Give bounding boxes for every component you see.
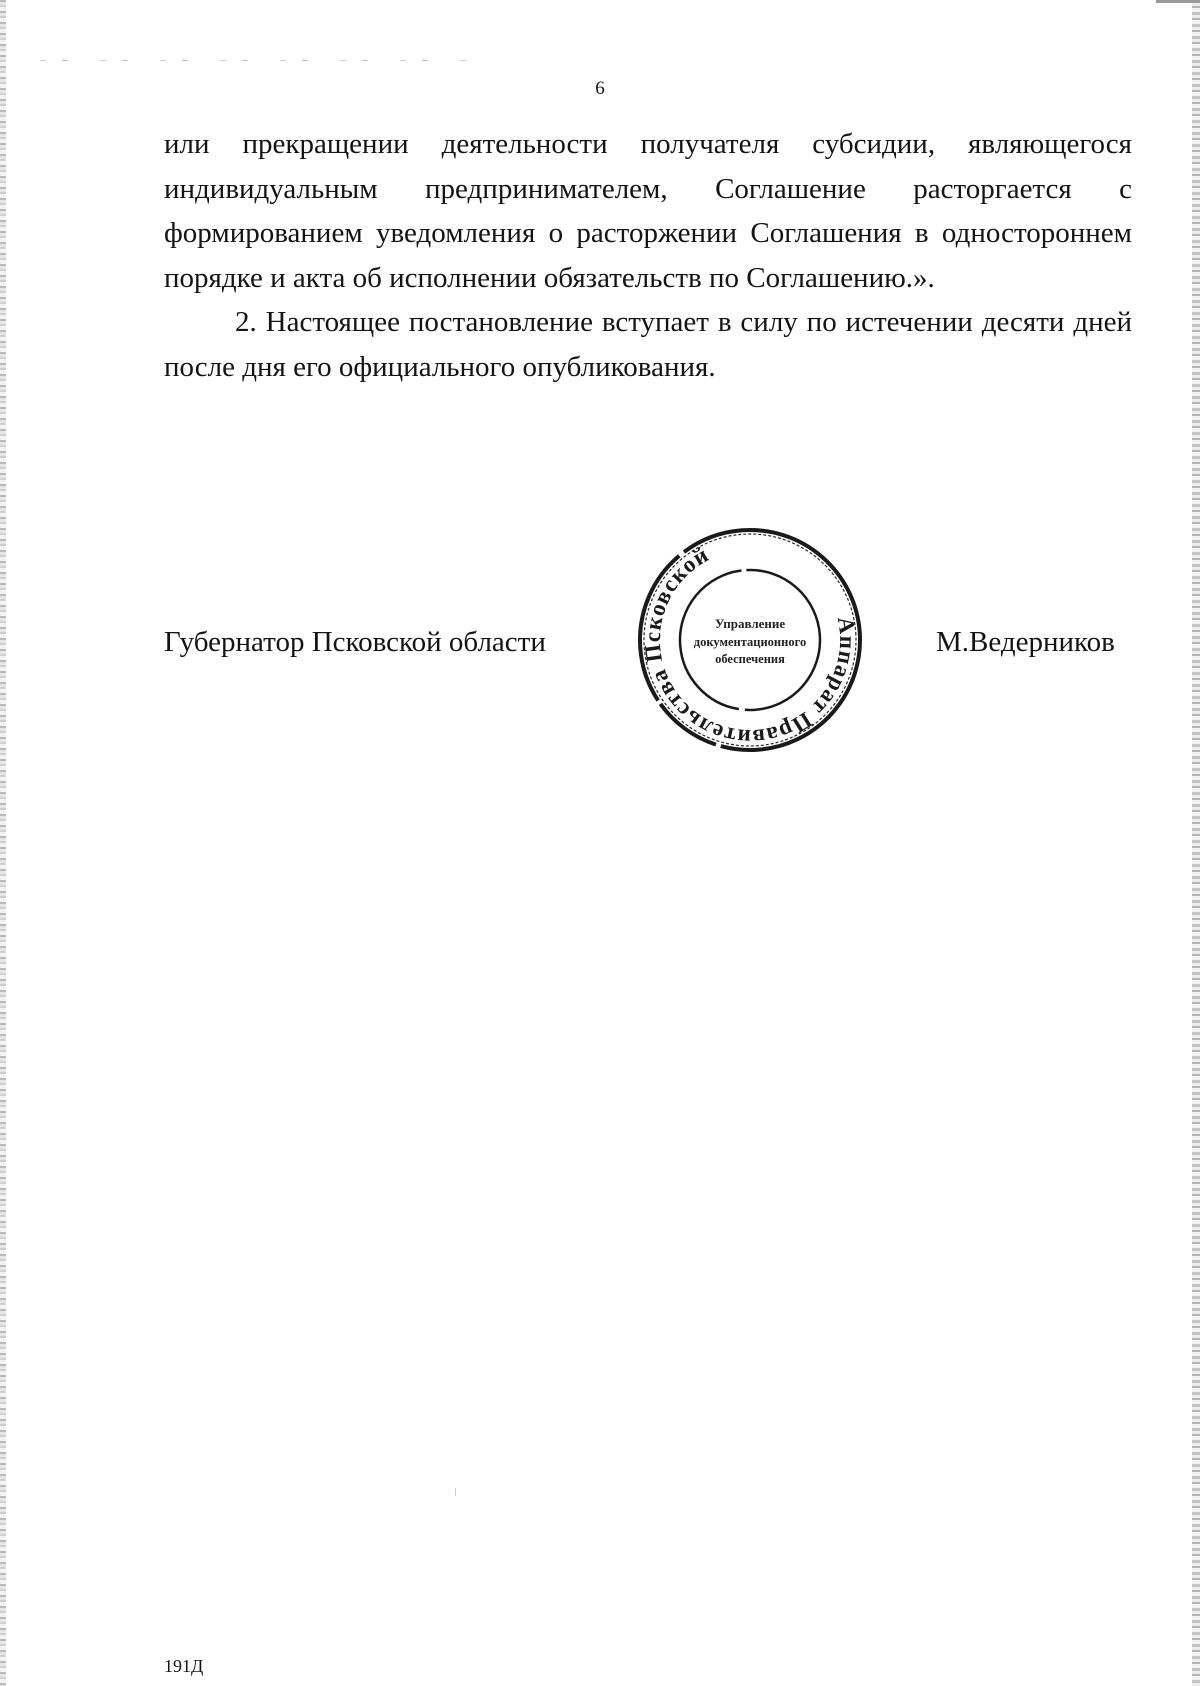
- stamp-inner-line-1: Управление: [714, 616, 786, 631]
- scan-top-noise: [40, 60, 480, 61]
- signatory-title: Губернатор Псковской области: [164, 626, 546, 658]
- page-number: 6: [595, 78, 605, 99]
- scan-edge-left: [0, 0, 6, 1686]
- scan-edge-right: [1192, 0, 1200, 1686]
- document-body: [164, 122, 1132, 389]
- scan-stray-mark: [455, 1488, 456, 1496]
- stamp-inner-line-3: обеспечения: [715, 652, 785, 666]
- scan-corner-mark: [1156, 0, 1200, 3]
- stamp-inner-line-2: документационного: [693, 635, 807, 649]
- official-stamp: [632, 522, 868, 758]
- document-code: 191Д: [164, 1656, 204, 1676]
- paragraph-continuation: или прекращении деятельности получателя субсидии, являющегося индивидуальным предпринимателем, Соглашение расторгается с формированием уведомления о расторжении Соглашения в одностороннем порядке и акта об исполнении обязательств по Соглашению.».: [164, 128, 1132, 294]
- paragraph-effective-date: 2. Настоящее постановление вступает в силу по истечении десяти дней после дня его официального опубликования.: [164, 306, 1132, 383]
- signatory-name: М.Ведерников: [936, 626, 1115, 658]
- stamp-outer-text: Аппарат Правительства Псковской: [639, 541, 861, 751]
